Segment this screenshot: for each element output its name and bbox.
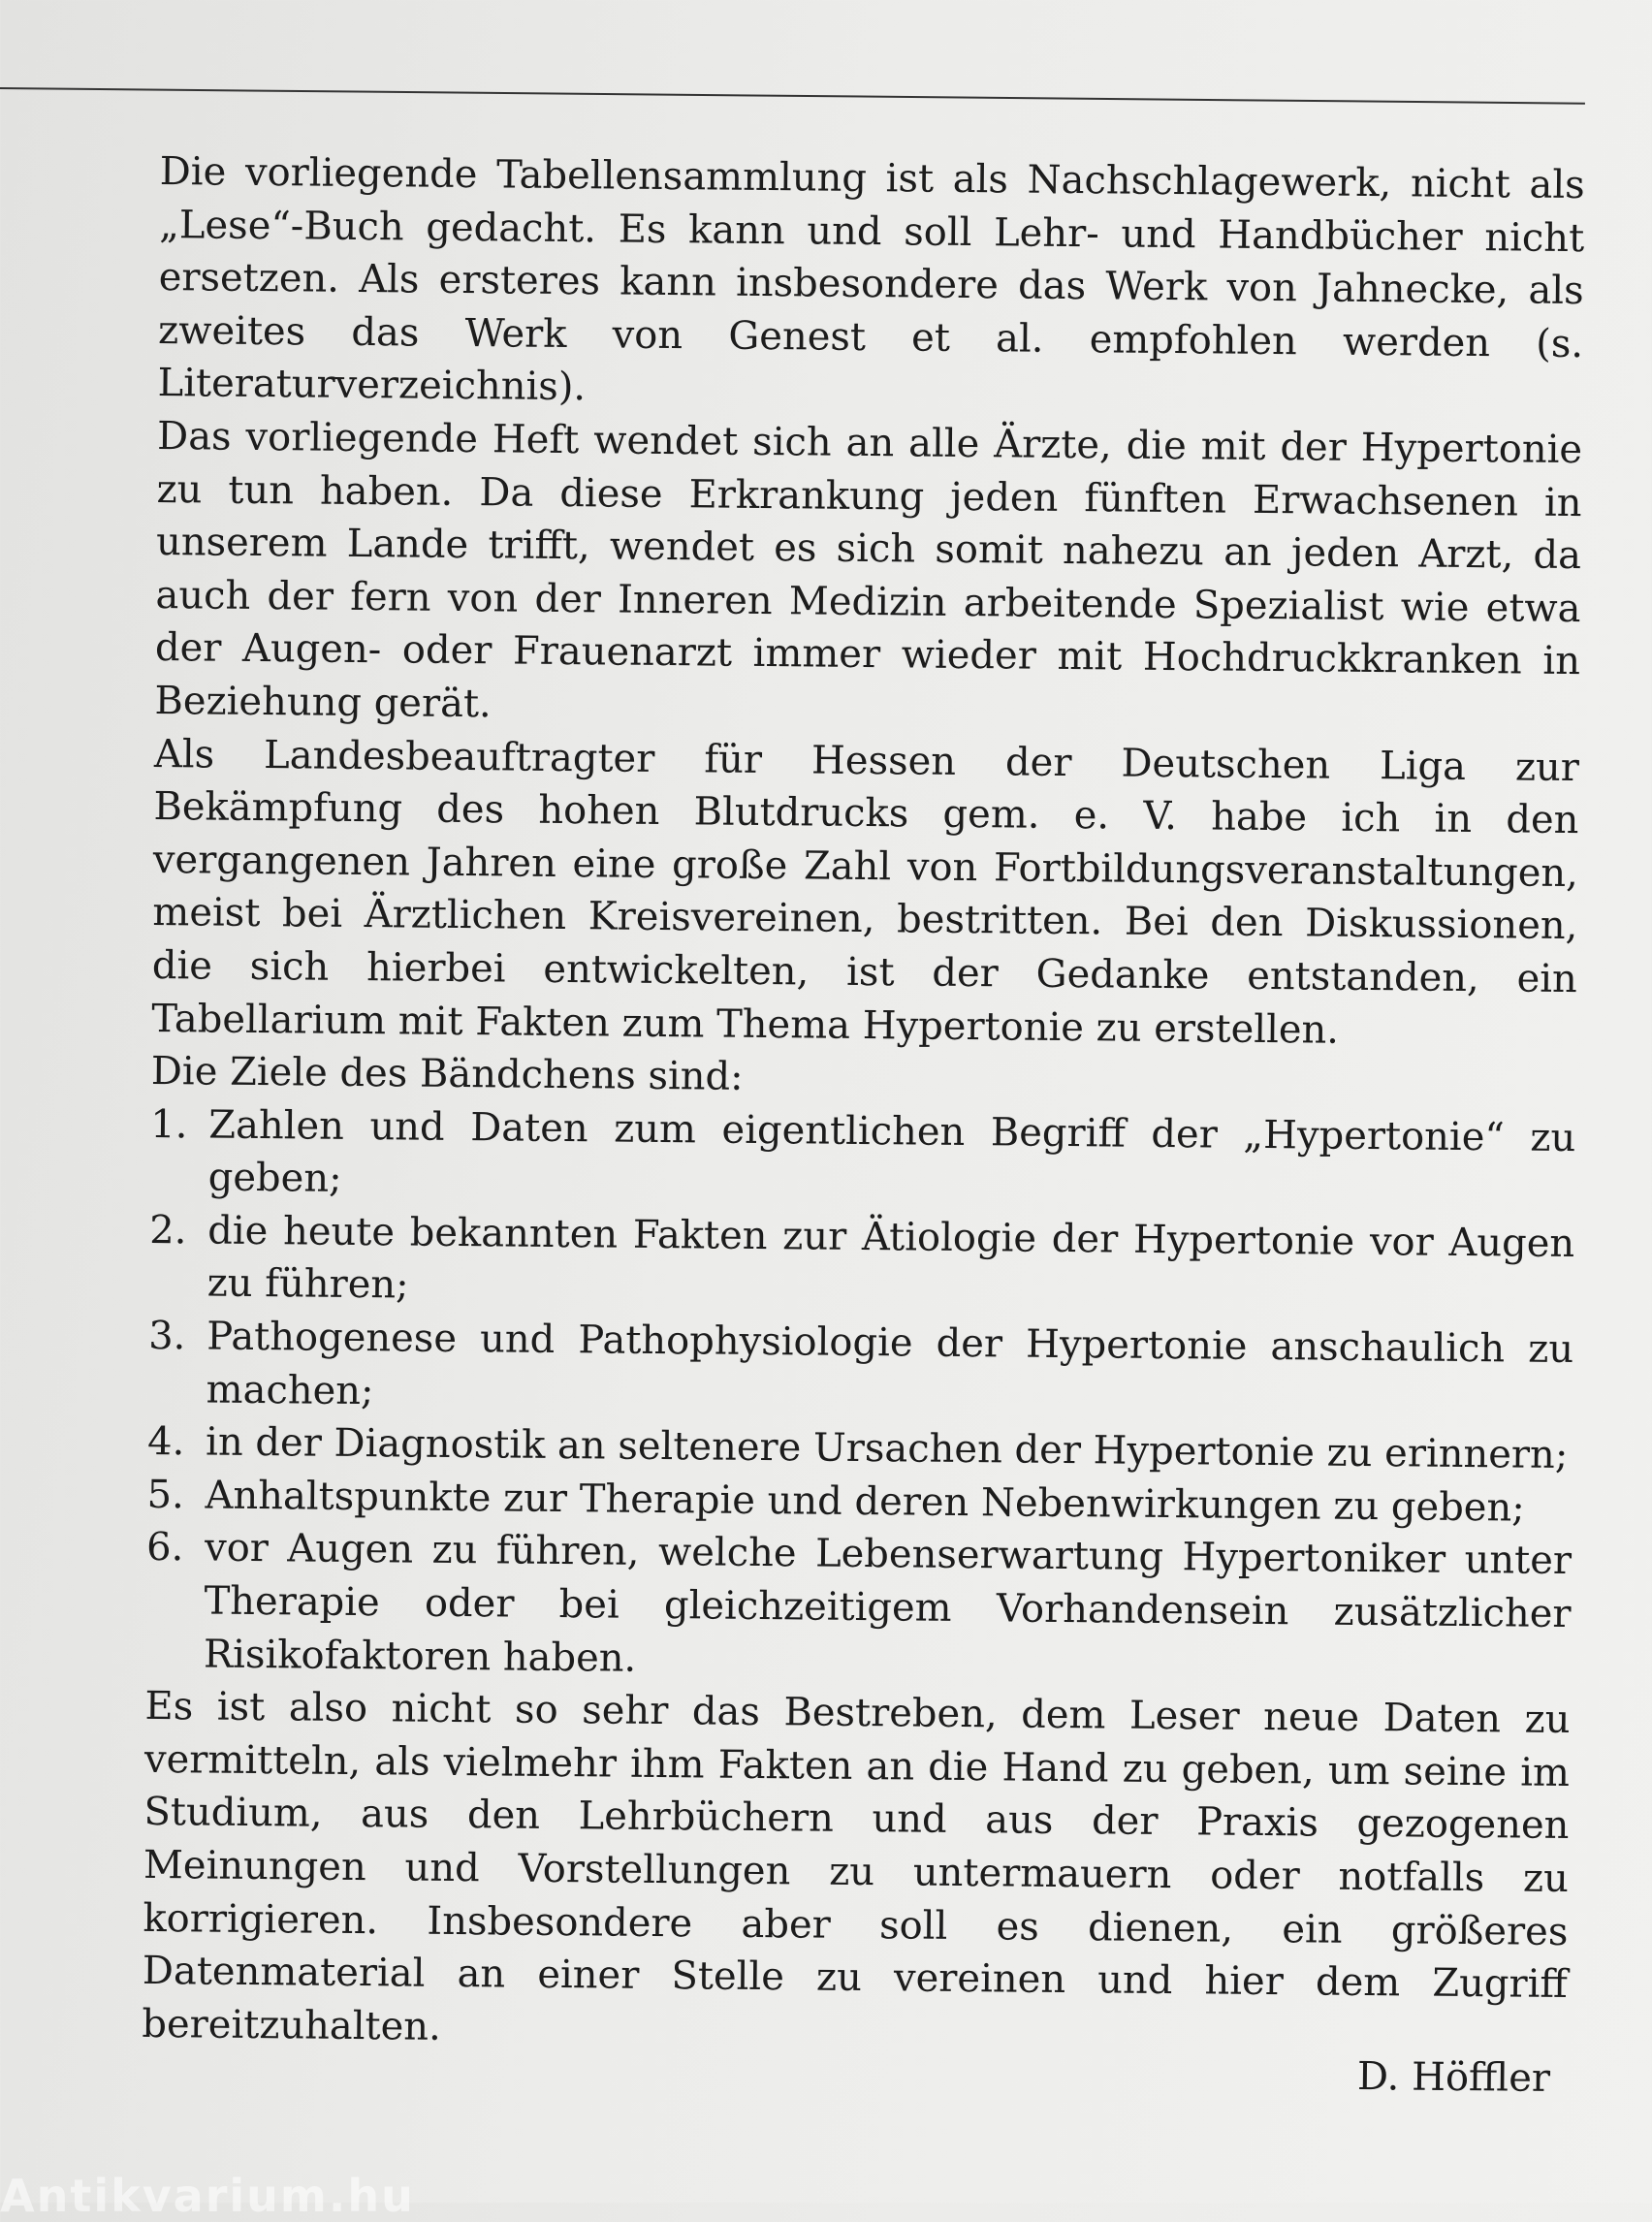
- paragraph-origin: Als Landesbeauftragter für Hessen der Deutschen Liga zur Bekämpfung des hohen Blutdrucks gem. e. V. habe ich in den vergangenen Jahren eine große Zahl von Fortbildungsveranstaltungen, meist bei Ärztlichen Kreisvereinen, bestritten. Bei den Diskussionen, die sich hierbei entwickelten, ist der Gedanke entstanden, ein Tabellarium mit Fakten zum Thema Hypertonie zu erstellen.: [151, 731, 1580, 1053]
- list-item-number: 5.: [146, 1472, 185, 1518]
- list-item-number: 4.: [146, 1419, 185, 1465]
- list-item: [145, 1521, 1573, 1694]
- list-item-number: 2.: [149, 1207, 187, 1254]
- list-item-text: in der Diagnostik an seltenere Ursachen der Hypertonie zu erinnern;: [205, 1419, 1569, 1478]
- paragraph-audience: Das vorliegende Heft wendet sich an alle Ärzte, die mit der Hypertonie zu tun haben. Da diese Erkrankung jeden fünften Erwachsenen in unserem Lande trifft, wendet es sich somit nahezu an jeden Arzt, da auch der fern von der Inneren Medizin arbeitende Spezialist wie etwa der Augen- oder Frauenarzt immer wieder mit Hochdruckkranken in Beziehung gerät.: [154, 413, 1583, 727]
- list-item-number: 6.: [145, 1525, 184, 1571]
- list-item-text: Zahlen und Daten zum eigentlichen Begriff der „Hypertonie“ zu geben;: [207, 1102, 1576, 1202]
- paragraph-goals-intro: Die Ziele des Bändchens sind:: [150, 1049, 744, 1099]
- list-item-number: 3.: [147, 1314, 186, 1359]
- list-item: [148, 1204, 1574, 1323]
- list-item-text: die heute bekannten Fakten zur Ätiologie der Hypertonie vor Augen zu führen;: [206, 1208, 1575, 1308]
- list-item-number: 1.: [150, 1101, 188, 1148]
- paragraph-conclusion: Es ist also nicht so sehr das Bestreben, dem Leser neue Daten zu vermitteln, als vielmehr ihm Fakten an die Hand zu geben, um seine im Studium, aus den Lehrbüchern und aus der Praxis gezogenen Meinungen und Vorstellungen zu untermauern oder notfalls zu korrigieren. Insbesondere aber soll es dienen, ein größeres Datenmaterial an einer Stelle zu vereinen und hier dem Zugriff bereitzuhalten.: [142, 1684, 1571, 2049]
- list-item-text: Pathogenese und Pathophysiologie der Hypertonie anschaulich zu machen;: [206, 1314, 1574, 1413]
- author-signature: D. Höffler: [1356, 2054, 1551, 2101]
- list-item-text: Anhaltspunkte zur Therapie und deren Nebenwirkungen zu geben;: [205, 1473, 1525, 1531]
- watermark: Antikvarium.hu: [0, 2170, 415, 2222]
- preface-text: [142, 145, 1585, 2064]
- paragraph-intro: Die vorliegende Tabellensammlung ist als Nachschlagewerk, nicht als „Lese“-Buch gedacht. Es kann und soll Lehr- und Handbücher nicht ersetzen. Als ersteres kann insbesondere das Werk von Jahnecke, als zweites das Werk von Genest et al. empfohlen werden (s. Literaturverzeichnis).: [157, 148, 1585, 410]
- top-rule: [0, 87, 1585, 105]
- goals-list: [145, 1098, 1576, 1695]
- list-item-text: vor Augen zu führen, welche Lebenserwartung Hypertoniker unter Therapie oder bei gleichzeitigem Vorhandensein zusätzlicher Risikofaktoren haben.: [203, 1525, 1573, 1681]
- list-item: [147, 1310, 1573, 1429]
- list-item: [150, 1098, 1576, 1218]
